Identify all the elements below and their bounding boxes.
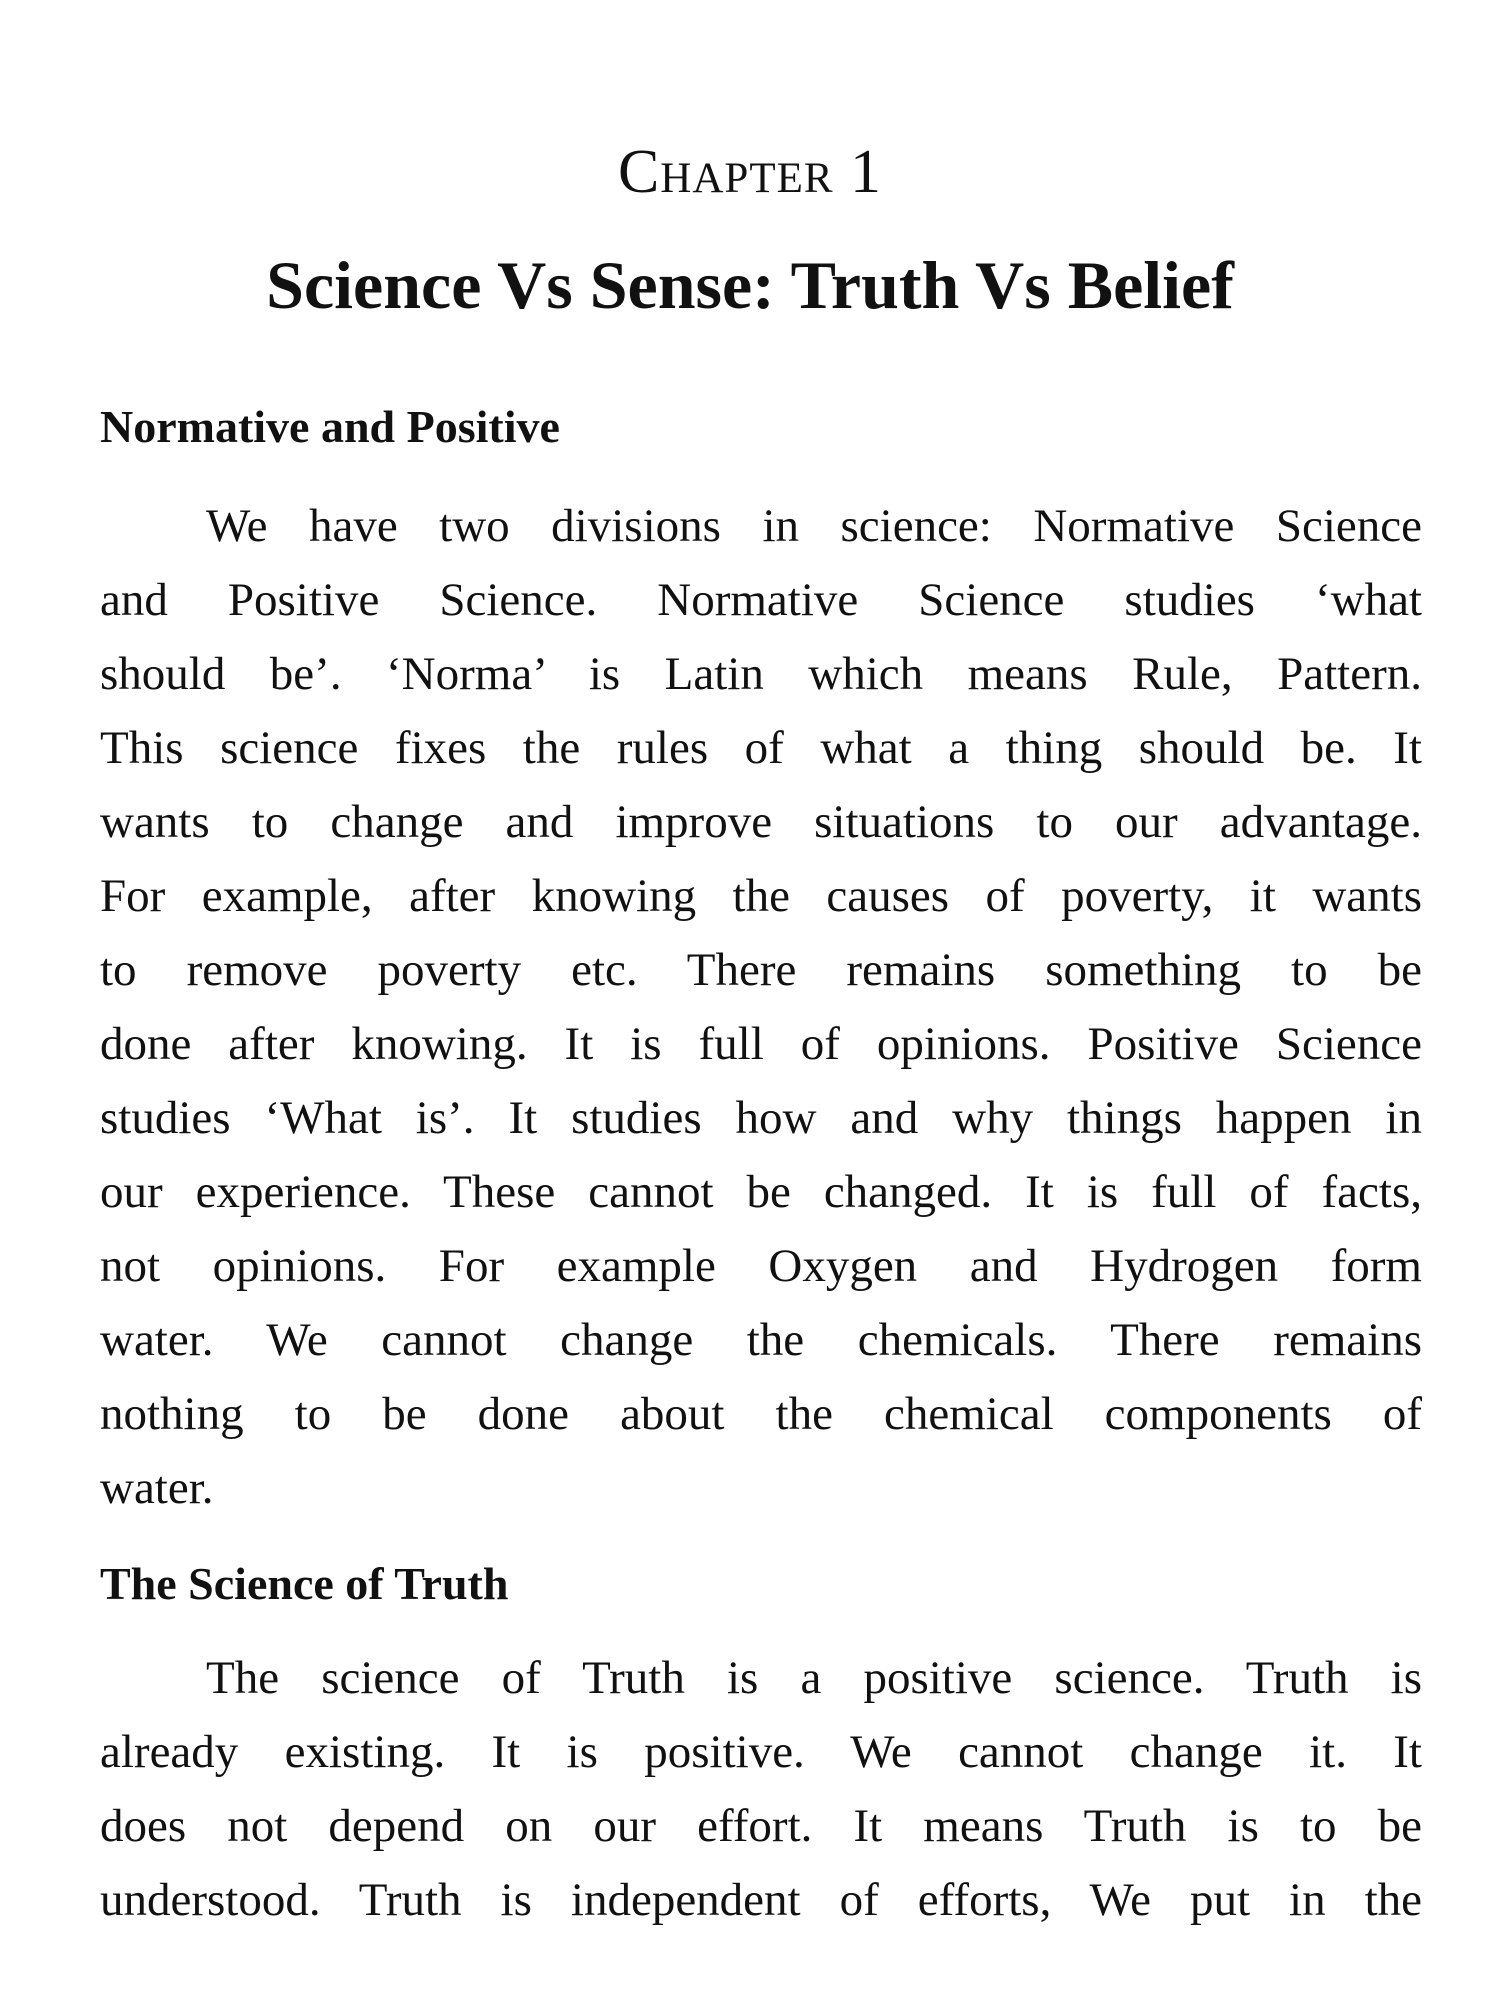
text-line: done after knowing. It is full of opinions. Positive Science	[100, 1018, 1422, 1070]
text-line: For example, after knowing the causes of poverty, it wants	[100, 870, 1422, 922]
text-line: We have two divisions in science: Normative Science	[206, 500, 1422, 552]
text-line: already existing. It is positive. We cannot change it. It	[100, 1726, 1422, 1778]
text-line: our experience. These cannot be changed. It is full of facts,	[100, 1166, 1422, 1218]
text-line: The science of Truth is a positive science. Truth is	[206, 1652, 1422, 1704]
section-heading: The Science of Truth	[100, 1558, 509, 1609]
text-line: studies ‘What is’. It studies how and why things happen in	[100, 1092, 1422, 1144]
section-heading: Normative and Positive	[100, 401, 560, 452]
text-line: and Positive Science. Normative Science studies ‘what	[100, 574, 1422, 626]
text-line: should be’. ‘Norma’ is Latin which means Rule, Pattern.	[100, 648, 1422, 700]
chapter-label: Chapter 1	[617, 138, 883, 206]
section-paragraph	[100, 1641, 1422, 1937]
text-line: water. We cannot change the chemicals. There remains	[100, 1314, 1422, 1366]
text-line: not opinions. For example Oxygen and Hydrogen form	[100, 1240, 1422, 1292]
text-line: This science fixes the rules of what a thing should be. It	[100, 722, 1422, 774]
text-line: does not depend on our effort. It means Truth is to be	[100, 1800, 1422, 1852]
text-line: nothing to be done about the chemical components of	[100, 1388, 1422, 1440]
text-line: understood. Truth is independent of efforts, We put in the	[100, 1874, 1422, 1926]
text-line: wants to change and improve situations to our advantage.	[100, 796, 1422, 848]
text-line: water.	[100, 1462, 214, 1514]
chapter-title: Science Vs Sense: Truth Vs Belief	[266, 247, 1234, 323]
text-line: to remove poverty etc. There remains something to be	[100, 944, 1422, 996]
section-paragraph	[100, 489, 1422, 1525]
